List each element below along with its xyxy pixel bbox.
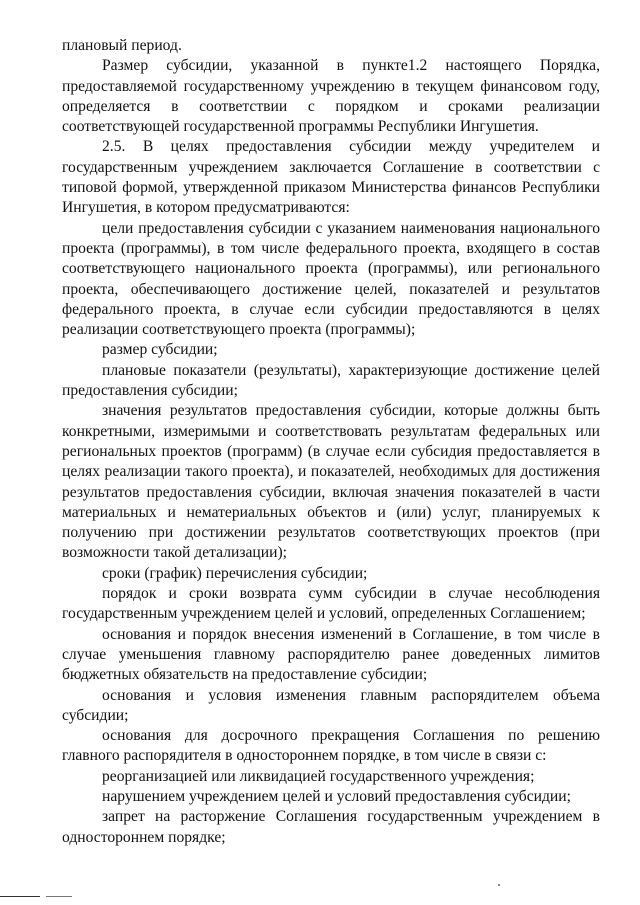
scan-artifact-dot: [498, 884, 500, 886]
paragraph-2: Размер субсидии, указанной в пункте1.2 настоящего Порядка, предоставляемой государственному учреждению в текущем финансовом году, определяется в соответствии с порядком и сроками реализации соответствующей государственной программы Республики Ингушетия.: [62, 57, 600, 136]
paragraph-15: запрет на расторжение Соглашения государственным учреждением в одностороннем порядке;: [62, 808, 600, 846]
paragraph-11: основания и условия изменения главным распорядителем объема субсидии;: [62, 686, 600, 724]
paragraph-3: 2.5. В целях предоставления субсидии между учредителем и государственным учреждением заключается Соглашение в соответствии с типовой формой, утвержденной приказом Министерства финансов Республики Ингушетия, в котором предусматриваются:: [62, 138, 600, 217]
paragraph-14: нарушением учреждением целей и условий предоставления субсидии;: [102, 787, 571, 805]
scan-artifact-line: [0, 896, 40, 897]
paragraph-7: значения результатов предоставления субсидии, которые должны быть конкретными, измеримыми и соответствовать результатам федеральных или региональных проектов (программ) (в случае если субсидия предоставляется в целях реализации такого проекта), и показателей, необходимых для достижения результатов предоставления субсидии, включая значения показателей в части материальных и нематериальных объектов и (или) услуг, планируемых к получению при достижении результатов соответствующих проектов (при возможности такой детализации);: [62, 402, 600, 562]
paragraph-8: сроки (график) перечисления субсидии;: [102, 564, 368, 582]
paragraph-5: размер субсидии;: [102, 341, 218, 359]
paragraph-10: основания и порядок внесения изменений в Соглашение, в том числе в случае уменьшения главному распорядителю ранее доведенных лимитов бюджетных обязательств на предоставление субсидии;: [62, 625, 600, 684]
paragraph-9: порядок и сроки возврата сумм субсидии в случае несоблюдения государственным учреждением целей и условий, определенных Соглашением;: [62, 585, 600, 623]
paragraph-6: плановые показатели (результаты), характеризующие достижение целей предоставления субсидии;: [62, 361, 600, 400]
paragraph-13: реорганизацией или ликвидацией государственного учреждения;: [102, 767, 535, 785]
document-body: [62, 36, 600, 848]
scan-artifact-dash: [46, 896, 72, 897]
paragraph-1: плановый период.: [62, 37, 182, 54]
paragraph-12: основания для досрочного прекращения Соглашения по решению главного распорядителя в одностороннем порядке, в том числе в связи с:: [62, 727, 600, 765]
paragraph-4: цели предоставления субсидии с указанием наименования национального проекта (программы), в том числе федерального проекта, входящего в состав соответствующего национального проекта (программы), или регионального проекта, обеспечивающего достижение целей, показателей и результатов федерального проекта, в случае если субсидии предоставляются в целях реализации соответствующего проекта (программы);: [62, 219, 600, 339]
